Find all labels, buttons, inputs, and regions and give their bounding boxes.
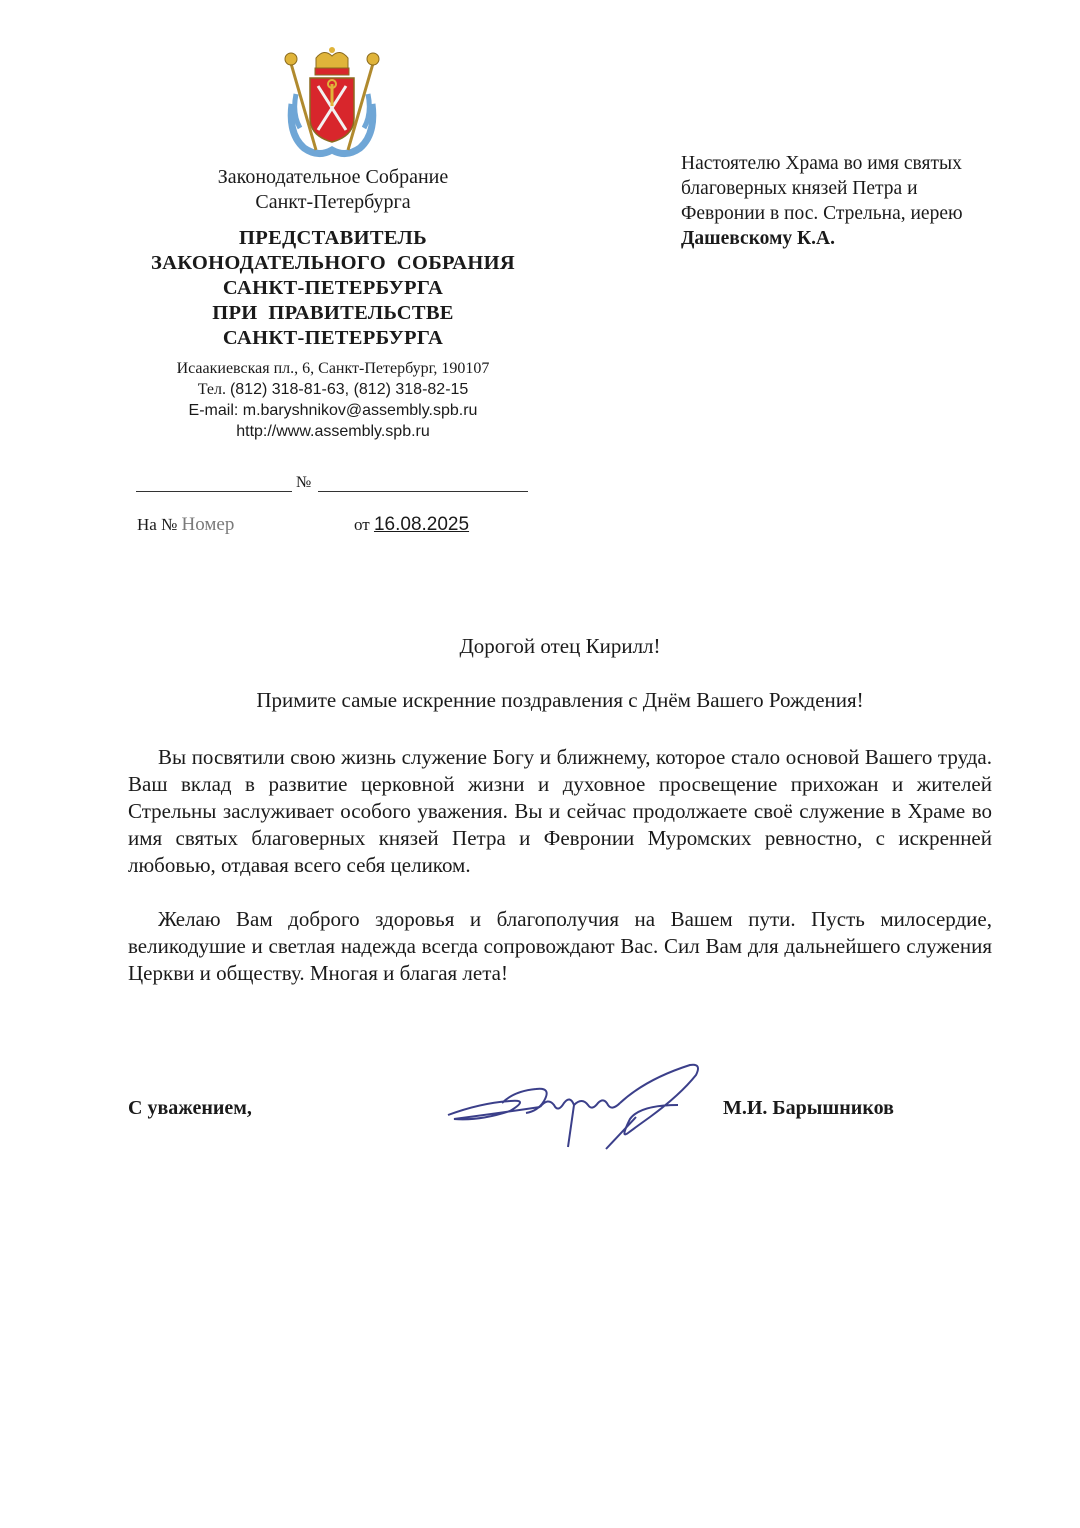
- org-title-line: САНКТ-ПЕТЕРБУРГА: [222, 327, 444, 349]
- addressee-line: благоверных князей Петра и: [681, 178, 918, 199]
- date-prefix: от: [354, 515, 370, 534]
- org-title-line: ЗАКОНОДАТЕЛЬНОГО СОБРАНИЯ: [151, 252, 515, 274]
- org-title-line: ПРИ ПРАВИТЕЛЬСТВЕ: [212, 302, 454, 324]
- phone-label: Тел.: [197, 381, 230, 398]
- org-email: E-mail: m.baryshnikov@assembly.spb.ru: [188, 402, 478, 419]
- org-title: [140, 226, 526, 351]
- org-name-line: Санкт-Петербурга: [255, 191, 411, 213]
- addressee-line: Настоятелю Храма во имя святых: [681, 153, 962, 174]
- body-paragraph-2: Желаю Вам доброго здоровья и благополучия на Вашем пути. Пусть милосердие, великодушие и светлая надежда всегда сопровождают Вас. Сил Вам для дальнейшего служения Церкви и обществу. Многая и благая лета!: [128, 907, 992, 985]
- closing-regards: С уважением,: [128, 1097, 252, 1119]
- org-title-line: САНКТ-ПЕТЕРБУРГА: [222, 277, 444, 299]
- signature-icon: [440, 1055, 710, 1155]
- addressee-line: Февронии в пос. Стрельна, иерею: [681, 203, 963, 224]
- ref-prefix: На №: [137, 515, 178, 534]
- ref-number-placeholder: Номер: [181, 514, 235, 535]
- signer-name: М.И. Барышников: [723, 1097, 894, 1119]
- registration-line: [136, 470, 528, 492]
- org-contacts: [140, 358, 526, 442]
- addressee-name: Дашевскому К.А.: [681, 228, 835, 249]
- registration-number-blank: [318, 491, 528, 492]
- ref-date-group: [354, 514, 469, 536]
- congratulations-line: Примите самые искренние поздравления с Днём Вашего Рождения!: [256, 688, 864, 712]
- org-phone-line: [140, 379, 526, 400]
- reference-line: [137, 514, 537, 536]
- body-paragraph-1: Вы посвятили свою жизнь служение Богу и ближнему, которое стало основой Вашего труда. Ваш вклад в развитие церковной жизни и духовное просвещение прихожан и жителей Стрельны заслуживает особого уважения. Вы и сейчас продолжаете своё служение в Храме во имя святых благоверных князей Петра и Февронии Муромских ревностно, с искренней любовью, отдавая всего себя целиком.: [128, 745, 992, 877]
- registration-date-blank: [136, 491, 292, 492]
- coat-of-arms-icon: [282, 44, 382, 162]
- org-phone: (812) 318-81-63, (812) 318-82-15: [229, 381, 469, 398]
- org-name-line: Законодательное Собрание: [217, 166, 449, 188]
- org-name: [140, 165, 526, 215]
- greeting: Дорогой отец Кирилл!: [459, 634, 661, 658]
- org-title-line: ПРЕДСТАВИТЕЛЬ: [239, 227, 427, 249]
- addressee-block: [681, 151, 1011, 251]
- org-website: http://www.assembly.spb.ru: [236, 423, 430, 440]
- letter-date: 16.08.2025: [373, 514, 470, 535]
- registration-number-sign: №: [296, 474, 312, 491]
- org-address: Исаакиевская пл., 6, Санкт-Петербург, 190107: [176, 360, 490, 377]
